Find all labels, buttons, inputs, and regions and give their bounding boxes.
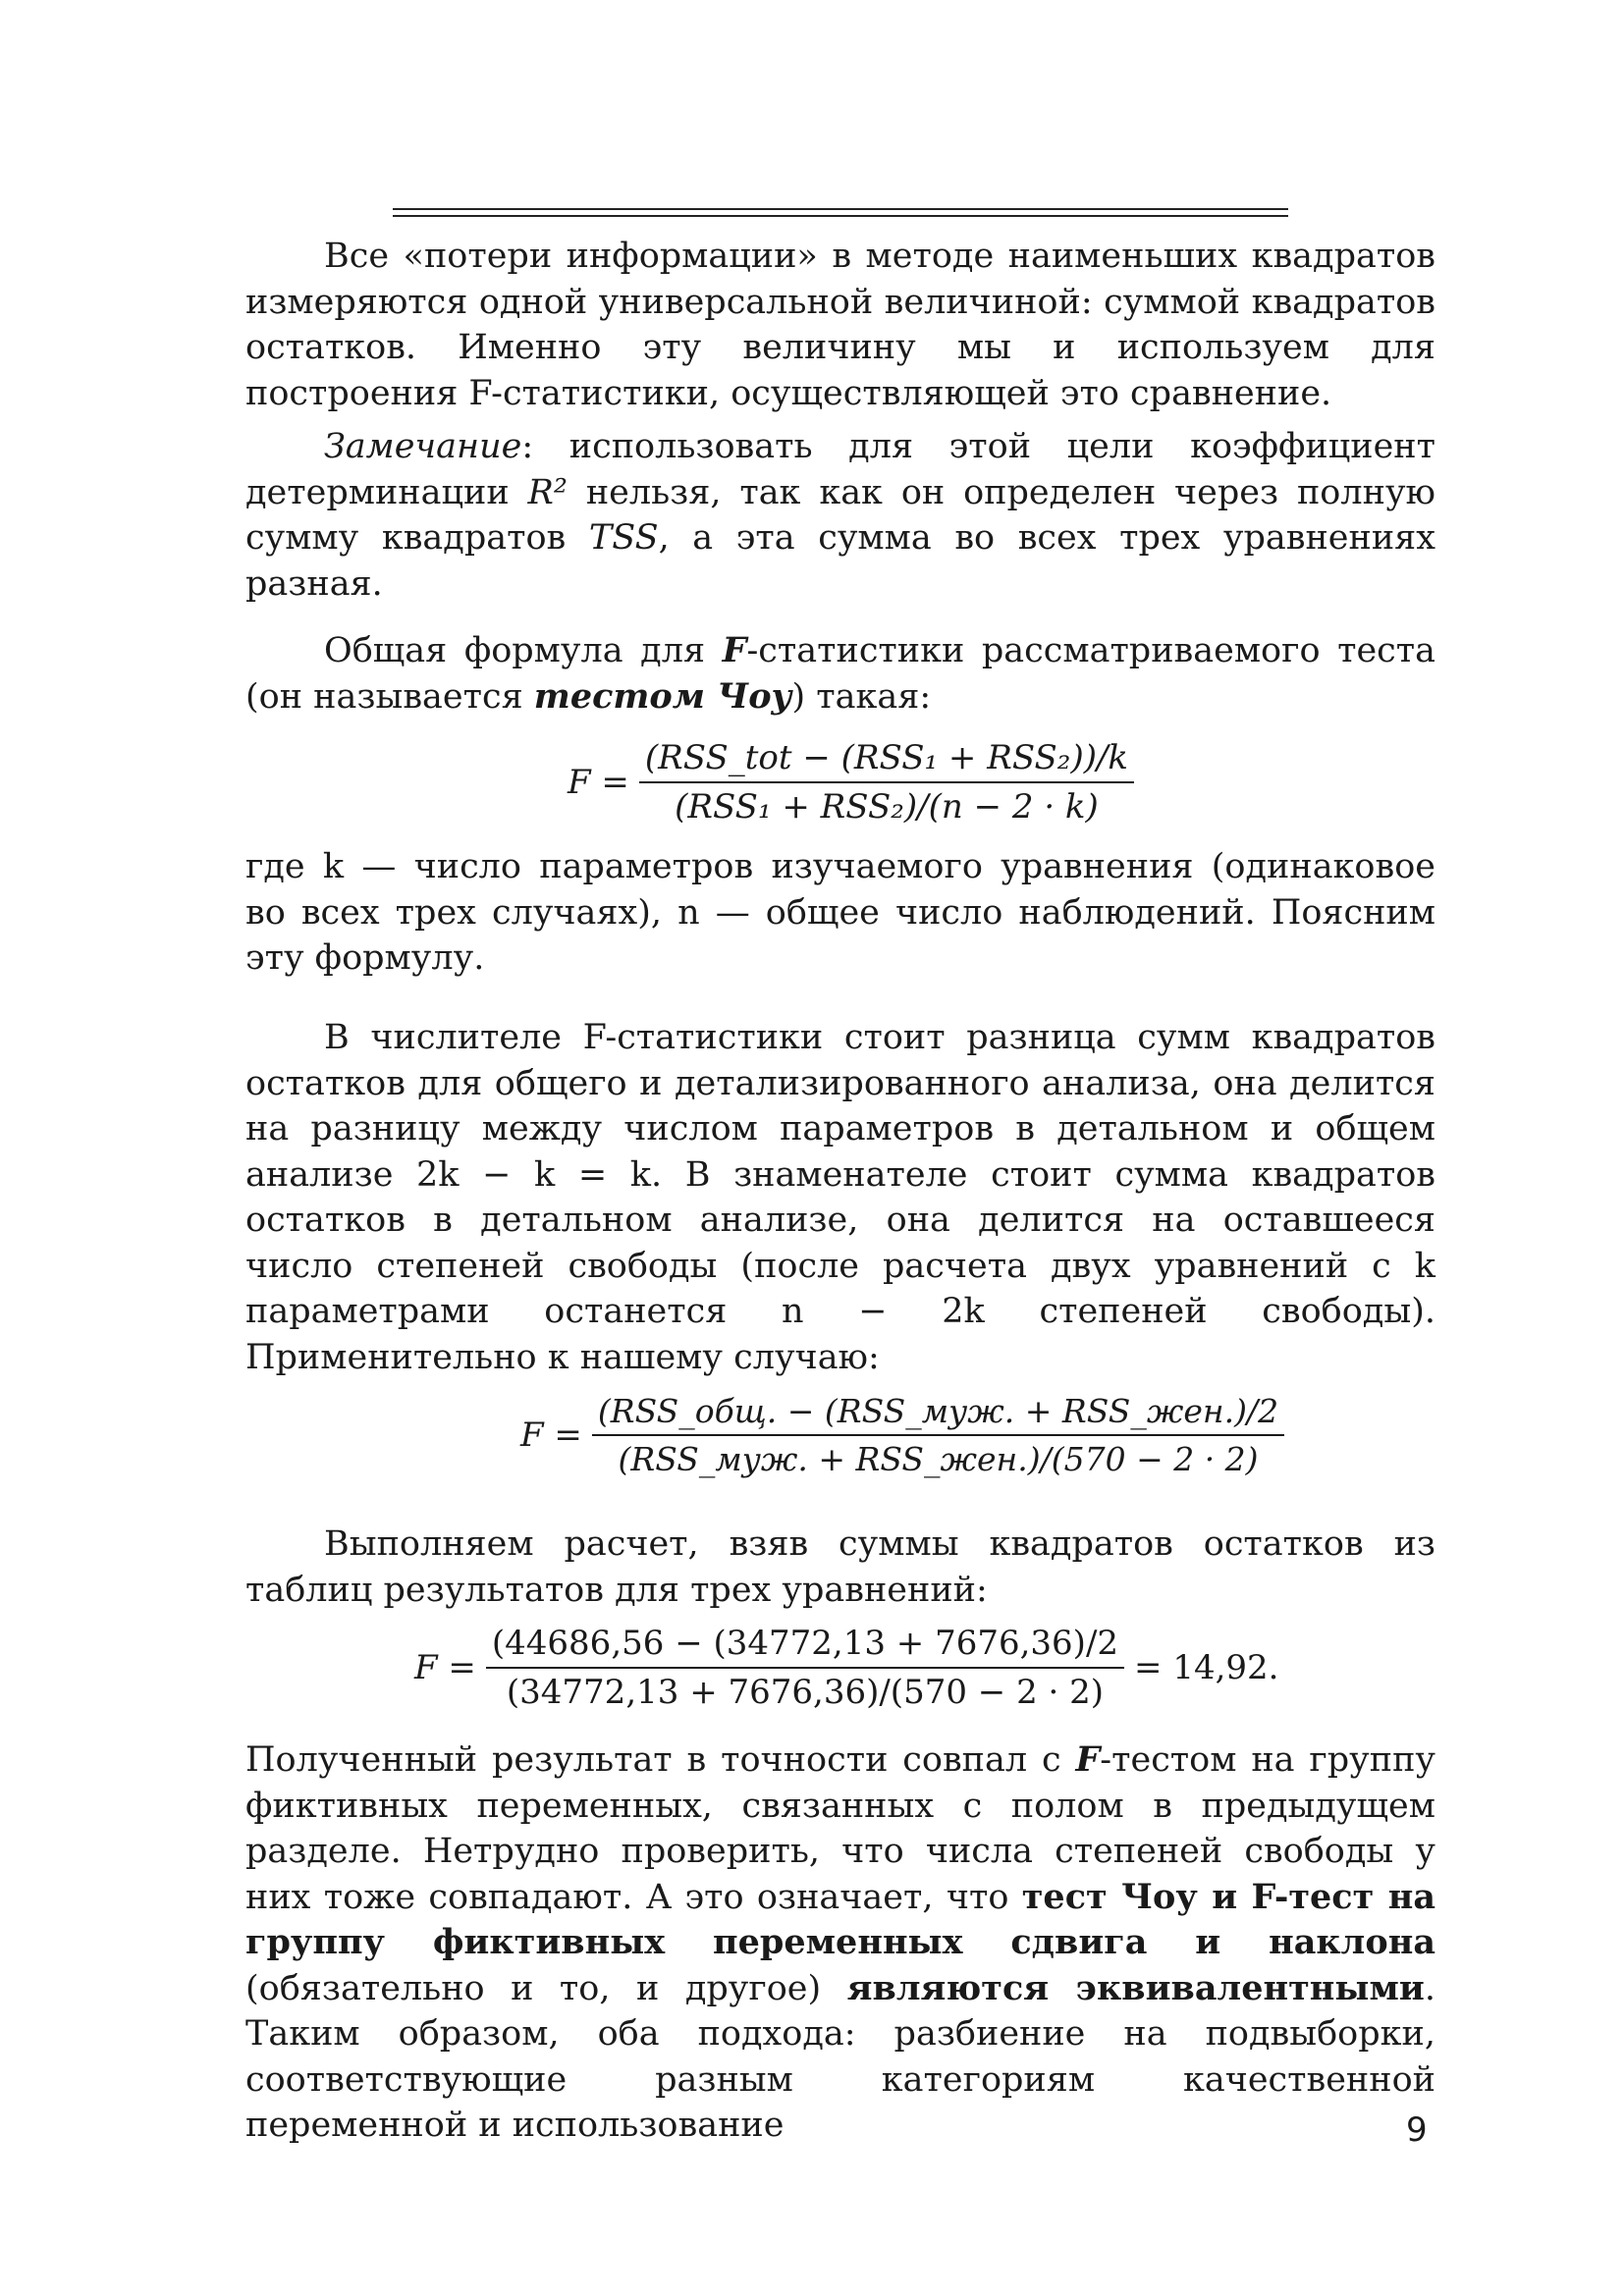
p7-bold-claim: тест Чоу и F-тест на группу фиктивных переменных сдвига и наклона	[245, 1876, 1435, 1962]
formula3-result: = 14,92.	[1134, 1648, 1279, 1687]
f-symbol: F	[722, 630, 747, 670]
tss-symbol: TSS	[588, 518, 659, 558]
r-squared: R²	[527, 472, 568, 512]
p3-text-b: -статистики рассматриваемого теста (он называется	[245, 631, 1435, 717]
p7-text-c: (обязательно и то, и другое)	[245, 1968, 847, 2008]
paragraph-1: Все «потери информации» в методе наименьших квадратов измеряются одной универсальной величиной: суммой квадратов остатков. Именно эту величину мы и используем для построения F-статистики, осуществляющей это сравнение.	[245, 237, 1435, 413]
remark-label: Замечание	[324, 427, 522, 466]
formula3-denominator: (34772,13 + 7676,36)/(570 − 2 · 2)	[506, 1673, 1105, 1712]
formula-chow-numeric	[414, 1624, 1279, 1712]
p7-f-symbol: F	[1075, 1739, 1101, 1780]
formula2-lhs: F =	[520, 1415, 582, 1455]
formula2-denominator: (RSS_муж. + RSS_жен.)/(570 − 2 · 2)	[618, 1440, 1259, 1478]
formula1-denominator: (RSS₁ + RSS₂)/(n − 2 · k)	[675, 787, 1099, 827]
formula3-lhs: F =	[414, 1648, 476, 1687]
formula3-numerator: (44686,56 − (34772,13 + 7676,36)/2	[486, 1624, 1124, 1669]
formula1-lhs: F =	[568, 763, 629, 802]
paragraph-3	[245, 628, 1435, 720]
p3-text-c: ) такая:	[791, 676, 932, 717]
paragraph-6: Выполняем расчет, взяв суммы квадратов остатков из таблиц результатов для трех уравнений:	[245, 1524, 1435, 1610]
chow-test-term: тестом Чоу	[533, 675, 792, 717]
p7-text-a: Полученный результат в точности совпал с	[245, 1740, 1076, 1780]
paragraph-2-remark	[245, 424, 1435, 607]
p7-text-d: . Таким образом, оба подхода: разбиение на подвыборки, соответствующие разным категориям качественной переменной и использование	[245, 1968, 1435, 2145]
paragraph-7	[245, 1737, 1435, 2149]
formula-chow-general	[568, 738, 1144, 827]
formula-chow-specific	[520, 1392, 1294, 1478]
formula2-numerator: (RSS_общ. − (RSS_муж. + RSS_жен.)/2	[592, 1392, 1284, 1436]
header-rule-bottom	[393, 215, 1288, 217]
header-rule-top	[393, 208, 1288, 210]
remark-text-c: , а эта сумма во всех трех уравнениях разная.	[245, 518, 1435, 604]
page-number: 9	[1406, 2110, 1428, 2150]
p3-text-a: Общая формула для	[324, 631, 723, 670]
remark-text-b: нельзя, так как он определен через полную сумму квадратов	[245, 472, 1436, 558]
paragraph-5: В числителе F-статистики стоит разница сумм квадратов остатков для общего и детализированного анализа, она делится на разницу между числом параметров в детальном и общем анализе 2k − k = k. В знаменателе стоит сумма квадратов остатков в детальном анализе, она делится на оставшееся число степеней свободы (после расчета двух уравнений с k параметрами останется n − 2k степеней свободы). Применительно к нашему случаю:	[245, 1018, 1435, 1377]
p7-text-b: -тестом на группу фиктивных переменных, связанных с полом в предыдущем разделе. Нетрудно проверить, что числа степеней свободы у них тоже совпадают. А это означает, что	[245, 1740, 1435, 1917]
p7-bold-equivalent: являются эквивалентными	[846, 1967, 1425, 2008]
paragraph-4: где k — число параметров изучаемого уравнения (одинаковое во всех трех случаях), n — общее число наблюдений. Поясним эту формулу.	[245, 847, 1435, 978]
remark-text-a: : использовать для этой цели коэффициент детерминации	[245, 427, 1435, 512]
formula1-numerator: (RSS_tot − (RSS₁ + RSS₂))/k	[639, 738, 1134, 783]
